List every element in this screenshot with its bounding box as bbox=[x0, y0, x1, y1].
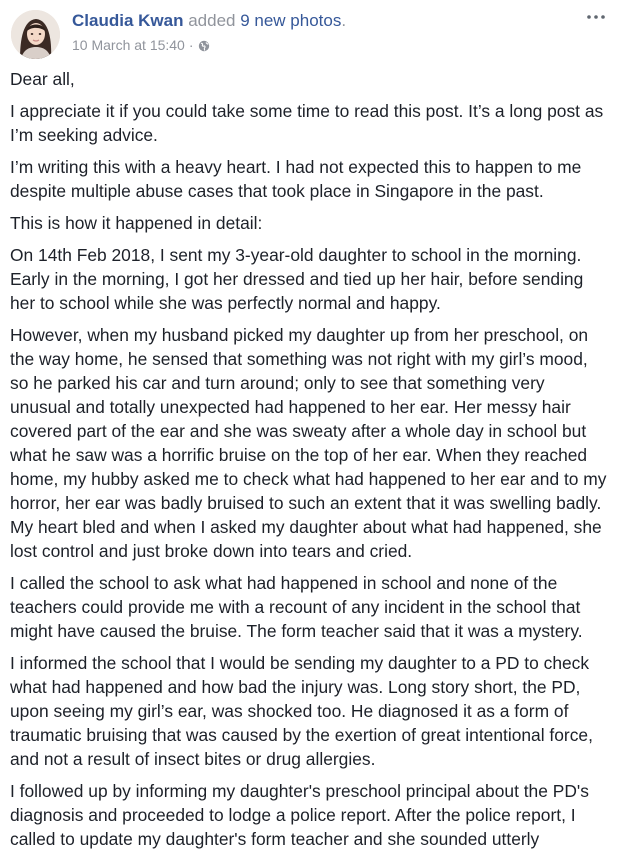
post-action-text: added bbox=[188, 11, 236, 30]
post-title-line bbox=[72, 10, 346, 31]
author-name[interactable]: Claudia Kwan bbox=[72, 11, 184, 30]
post-timestamp[interactable]: 10 March at 15:40 bbox=[72, 37, 185, 53]
post-paragraph: I called the school to ask what had happened in school and none of the teachers could provide me with a recount of any incident in the school that might have caused the bruise. The form teacher said that it was a mystery. bbox=[10, 573, 583, 641]
post-header bbox=[0, 0, 618, 66]
post-action-suffix: . bbox=[341, 11, 347, 30]
post-paragraph: I appreciate it if you could take some time to read this post. It’s a long post as I’m seeking advice. bbox=[10, 101, 604, 145]
post-paragraph: Dear all, bbox=[10, 69, 75, 89]
post-meta bbox=[72, 36, 210, 56]
post-paragraph: I followed up by informing my daughter's preschool principal about the PD's diagnosis and proceeded to lodge a police report. After the police report, I called to update my daughter's form teacher and she sounded utterly bbox=[10, 781, 589, 849]
globe-icon[interactable] bbox=[198, 38, 210, 56]
post-paragraph: However, when my husband picked my daughter up from her preschool, on the way home, he sensed that something was not right with my girl’s mood, so he parked his car and turn around; only to see that something very unusual and totally unexpected had happened to her ear. Her messy hair covered part of the ear and she was sweaty after a whole day in school but what he saw was a horrific bruise on the top of her ear. When they reached home, my hubby asked me to check what had happened to her ear and to my horror, her ear was badly bruised to such an extent that it was swelling badly. My heart bled and when I asked my daughter about what had happened, she lost control and just broke down into tears and cried. bbox=[10, 325, 607, 561]
meta-separator: · bbox=[188, 37, 194, 53]
post-paragraph: This is how it happened in detail: bbox=[10, 213, 263, 233]
post-paragraph: I’m writing this with a heavy heart. I had not expected this to happen to me despite multiple abuse cases that took place in Singapore in the past. bbox=[10, 157, 582, 201]
photos-link[interactable]: 9 new photos bbox=[240, 11, 342, 30]
avatar[interactable] bbox=[11, 10, 60, 59]
post-body bbox=[10, 67, 610, 852]
more-options-icon[interactable] bbox=[584, 6, 608, 28]
post-paragraph: I informed the school that I would be sending my daughter to a PD to check what had happened and how bad the injury was. Long story short, the PD, upon seeing my girl’s ear, was shocked too. He diagnosed it as a form of traumatic bruising that was caused by the exertion of great intentional force, and not a result of insect bites or drug allergies. bbox=[10, 653, 593, 769]
post-paragraph: On 14th Feb 2018, I sent my 3-year-old daughter to school in the morning. Early in the morning, I got her dressed and tied up her hair, before sending her to school while she was perfectly normal and happy. bbox=[10, 245, 584, 313]
